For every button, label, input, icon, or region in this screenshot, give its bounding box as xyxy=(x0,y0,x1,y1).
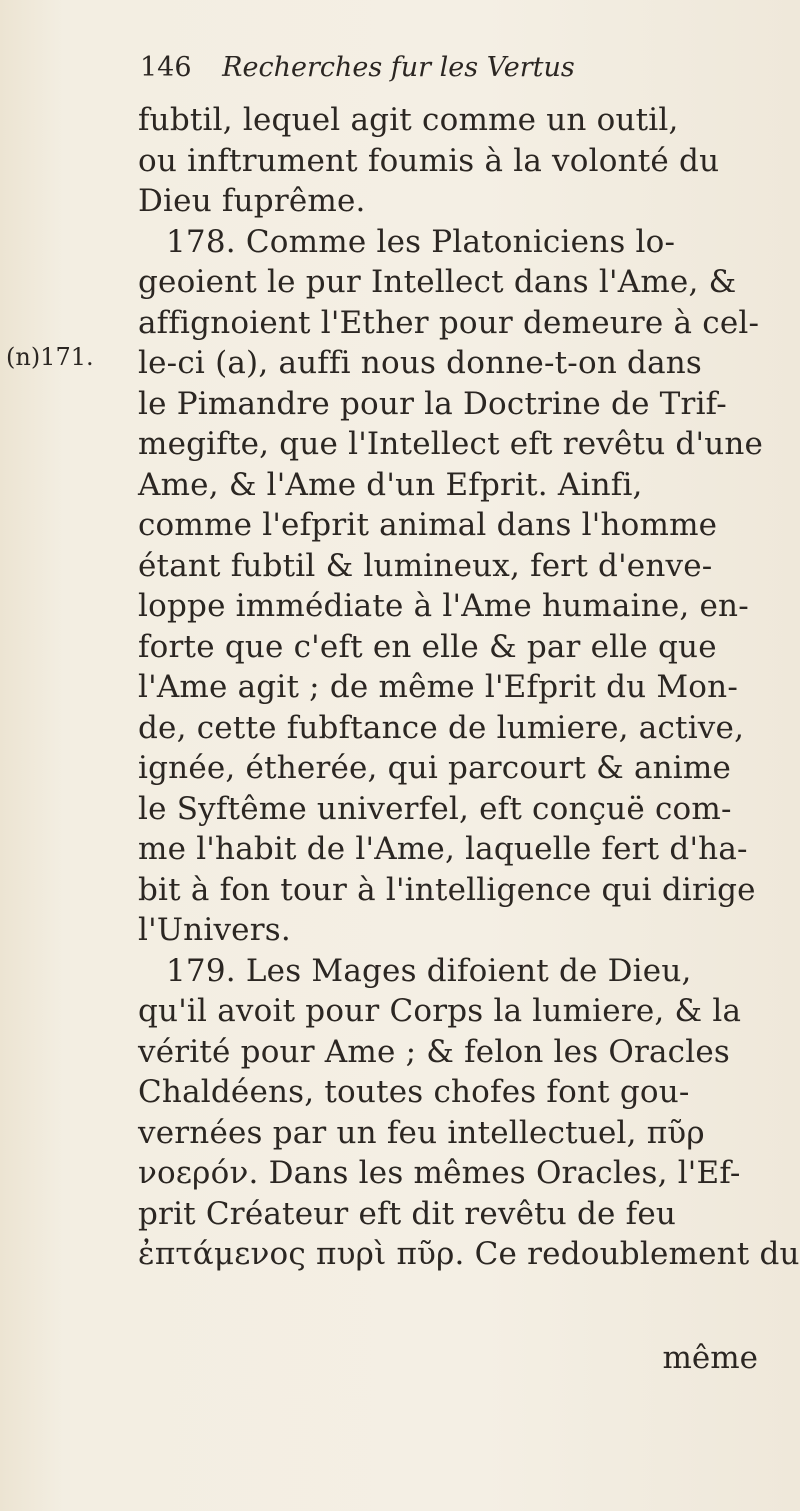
text-line: Chaldéens, toutes chofes font gou- xyxy=(138,1074,690,1110)
text-line: ignée, étherée, qui parcourt & anime xyxy=(138,750,732,786)
text-line: de, cette fubftance de lumiere, active, xyxy=(138,709,745,746)
text-line: prit Créateur eft dit revêtu de feu xyxy=(138,1195,677,1232)
text-line: megifte, que l'Intellect eft revêtu d'une xyxy=(138,426,764,462)
text-line: fubtil, lequel agit comme un outil, xyxy=(138,102,679,138)
margin-note: (n)171. xyxy=(6,343,94,371)
text-line: loppe immédiate à l'Ame humaine, en- xyxy=(138,588,749,624)
text-line: bit à fon tour à l'intelligence qui dirige xyxy=(138,871,756,908)
text-line: qu'il avoit pour Corps la lumiere, & la xyxy=(138,993,742,1029)
paragraph-start-178: 178. Comme les Platoniciens lo- xyxy=(166,223,676,260)
text-line: ou inftrument foumis à la volonté du xyxy=(138,142,720,179)
text-line: vernées par un feu intellectuel, πῦρ xyxy=(138,1114,705,1151)
text-line: vérité pour Ame ; & felon les Oracles xyxy=(138,1033,731,1070)
text-line: Dieu fuprême. xyxy=(138,183,366,219)
text-line: ἐπτάμενος πυρὶ πῦρ. Ce redoublement du xyxy=(138,1236,800,1272)
text-line: geoient le pur Intellect dans l'Ame, & xyxy=(138,264,737,300)
text-line: l'Univers. xyxy=(138,912,291,948)
page-number: 146 xyxy=(140,52,192,83)
paragraph-start-179: 179. Les Mages difoient de Dieu, xyxy=(166,952,692,989)
text-line: affignoient l'Ether pour demeure à cel- xyxy=(138,304,760,341)
body-text xyxy=(138,100,800,1275)
text-line: νοερόν. Dans les mêmes Oracles, l'Ef- xyxy=(138,1155,741,1191)
running-title: Recherches fur les Vertus xyxy=(222,52,575,83)
text-line: me l'habit de l'Ame, laquelle fert d'ha- xyxy=(138,831,748,867)
text-line: le Pimandre pour la Doctrine de Trif- xyxy=(138,385,727,422)
text-line: le Syftême univerfel, eft conçuë com- xyxy=(138,790,732,827)
text-line: forte que c'eft en elle & par elle que xyxy=(138,628,717,665)
text-line: le-ci (a), auffi nous donne-t-on dans xyxy=(138,345,703,381)
text-line: Ame, & l'Ame d'un Efprit. Ainfi, xyxy=(138,466,643,503)
page-header xyxy=(140,52,575,83)
catchword: même xyxy=(662,1340,758,1376)
text-line: l'Ame agit ; de même l'Efprit du Mon- xyxy=(138,669,738,705)
text-line: étant fubtil & lumineux, fert d'enve- xyxy=(138,547,713,584)
text-line: comme l'efprit animal dans l'homme xyxy=(138,507,718,543)
